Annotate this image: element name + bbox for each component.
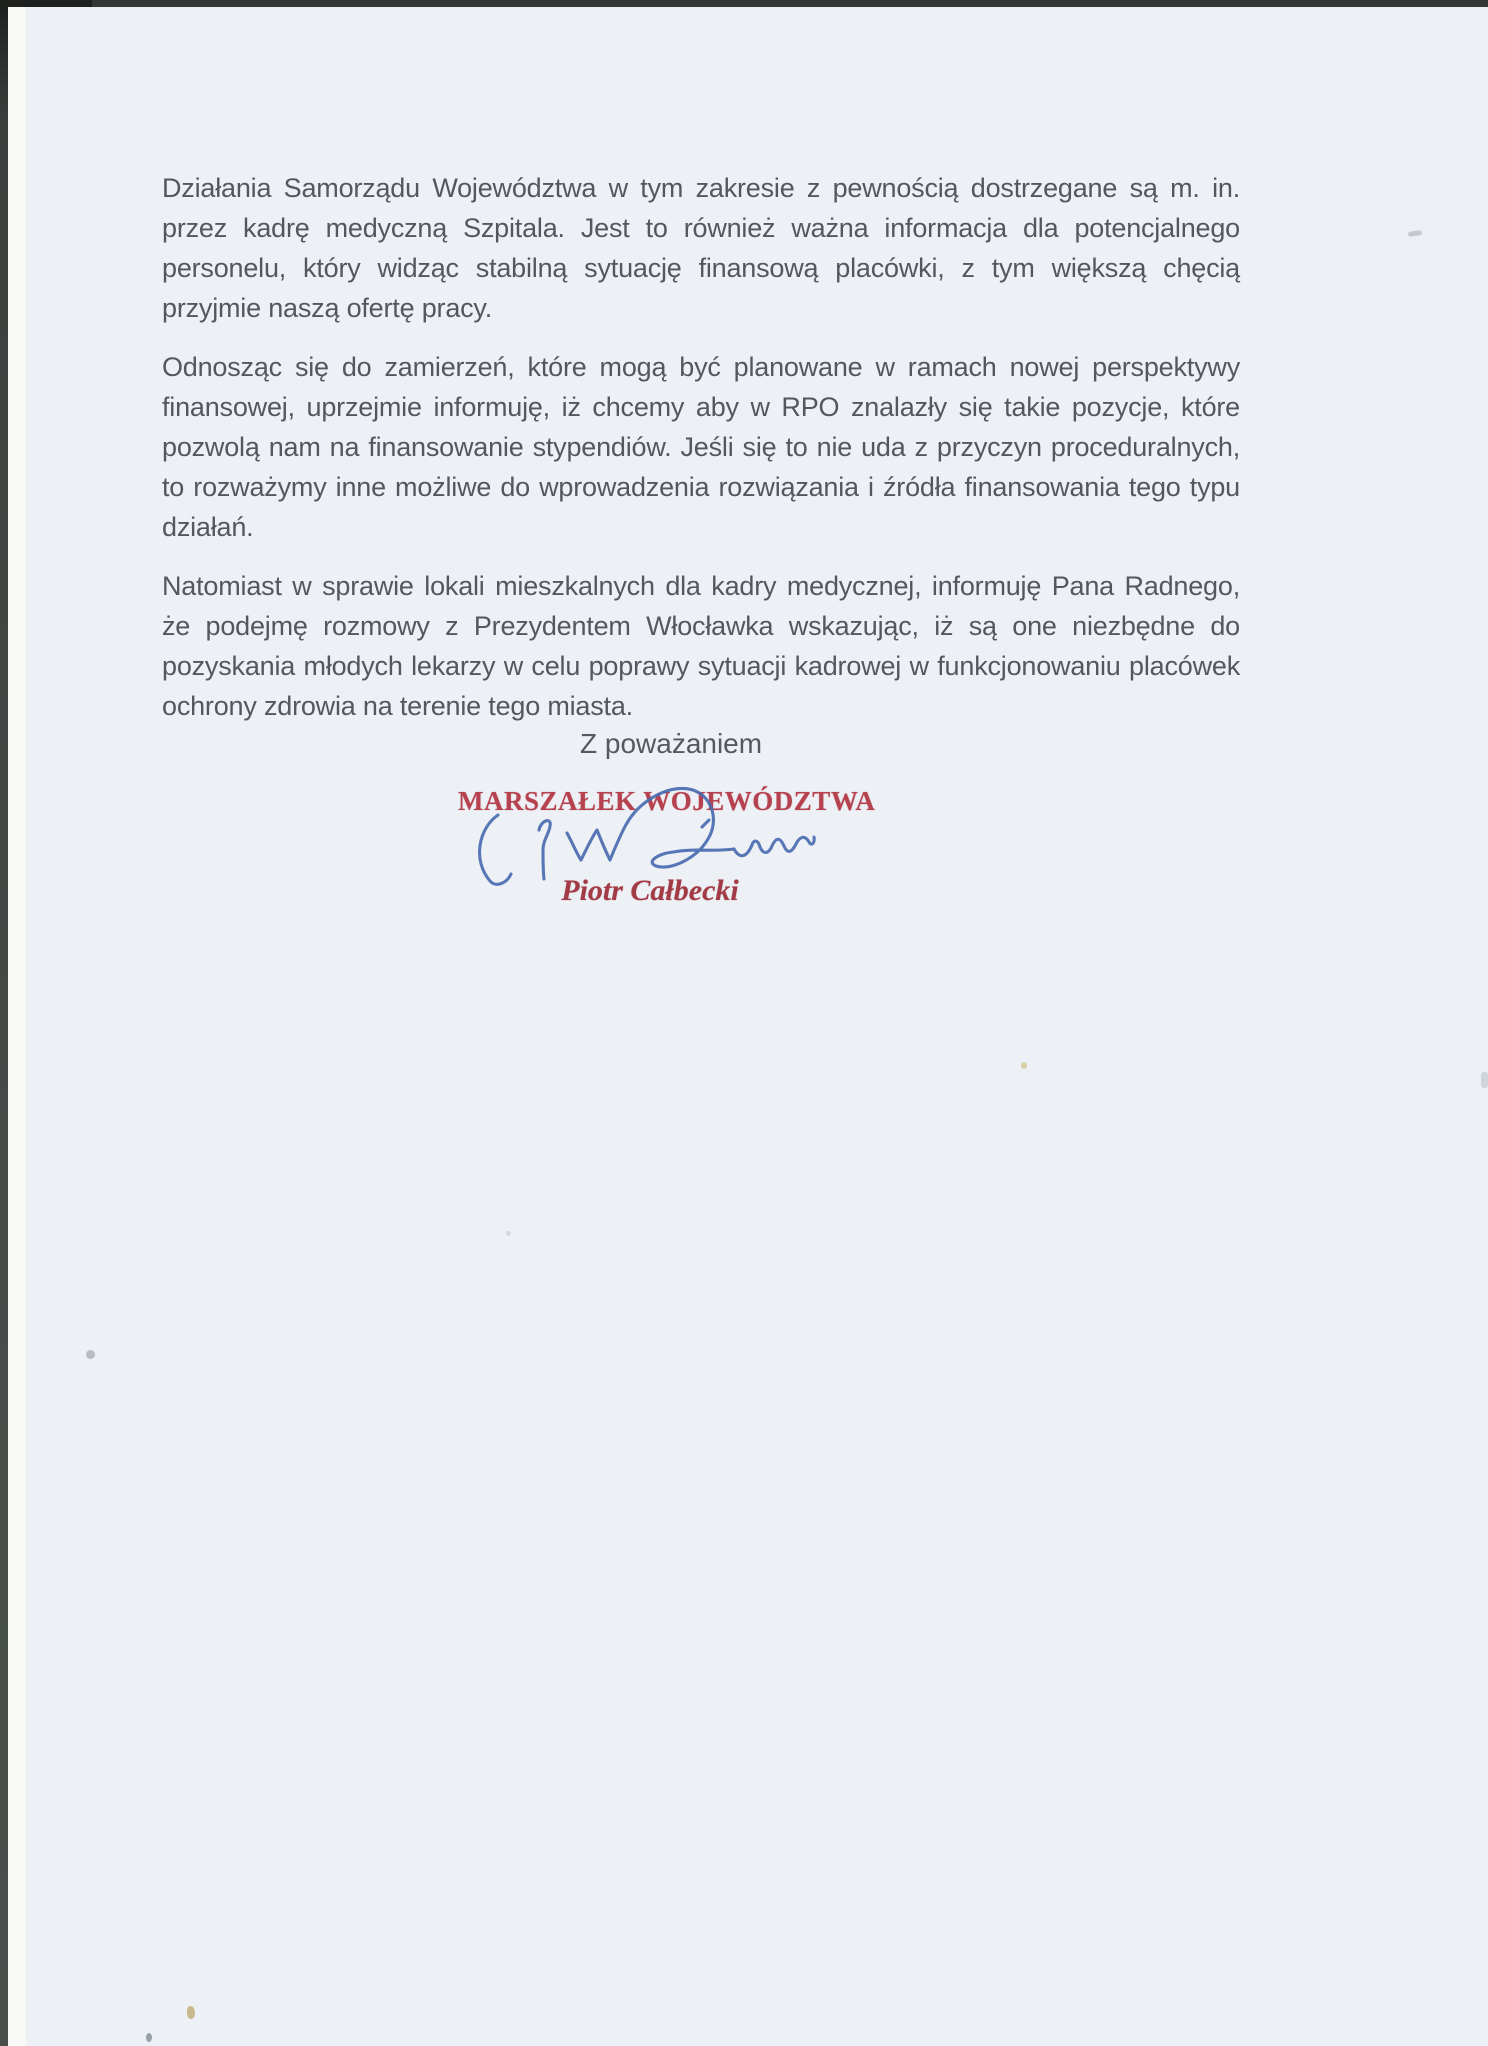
scan-speck bbox=[187, 2006, 195, 2019]
paper-edge bbox=[8, 7, 26, 2046]
letter-body bbox=[162, 168, 1240, 745]
closing-salutation: Z poważaniem bbox=[580, 728, 763, 759]
scan-speck bbox=[1481, 1072, 1488, 1088]
scan-speck bbox=[146, 2033, 152, 2042]
signer-name: Piotr Całbecki bbox=[561, 874, 739, 907]
scan-speck bbox=[506, 1231, 511, 1236]
letter-paragraph: Działania Samorządu Województwa w tym zakresie z pewnością dostrzegane są m. in. przez kadrę medyczną Szpitala. Jest to również ważna informacja dla potencjalnego personelu, który widząc stabilną sytuację finansową placówki, z tym większą chęcią przyjmie naszą ofertę pracy. bbox=[162, 173, 1240, 323]
scan-speck bbox=[86, 1350, 95, 1359]
scan-speck bbox=[1021, 1062, 1027, 1069]
marshal-stamp-title: MARSZAŁEK WOJEWÓDZTWA bbox=[458, 786, 876, 816]
letter-paragraph: Natomiast w sprawie lokali mieszkalnych dla kadry medycznej, informuję Pana Radnego, że podejmę rozmowy z Prezydentem Włocławka wskazując, iż są one niezbędne do pozyskania młodych lekarzy w celu poprawy sytuacji kadrowej w funkcjonowaniu placówek ochrony zdrowia na terenie tego miasta. bbox=[162, 571, 1240, 721]
letter-paragraph: Odnosząc się do zamierzeń, które mogą być planowane w ramach nowej perspektywy finansowej, uprzejmie informuję, iż chcemy aby w RPO znalazły się takie pozycje, które pozwolą nam na finansowanie stypendiów. Jeśli się to nie uda z przyczyn proceduralnych, to rozważymy inne możliwe do wprowadzenia rozwiązania i źródła finansowania tego typu działań. bbox=[162, 352, 1240, 542]
scan-edge-top bbox=[0, 0, 1488, 7]
scan-edge-left bbox=[0, 0, 8, 2046]
